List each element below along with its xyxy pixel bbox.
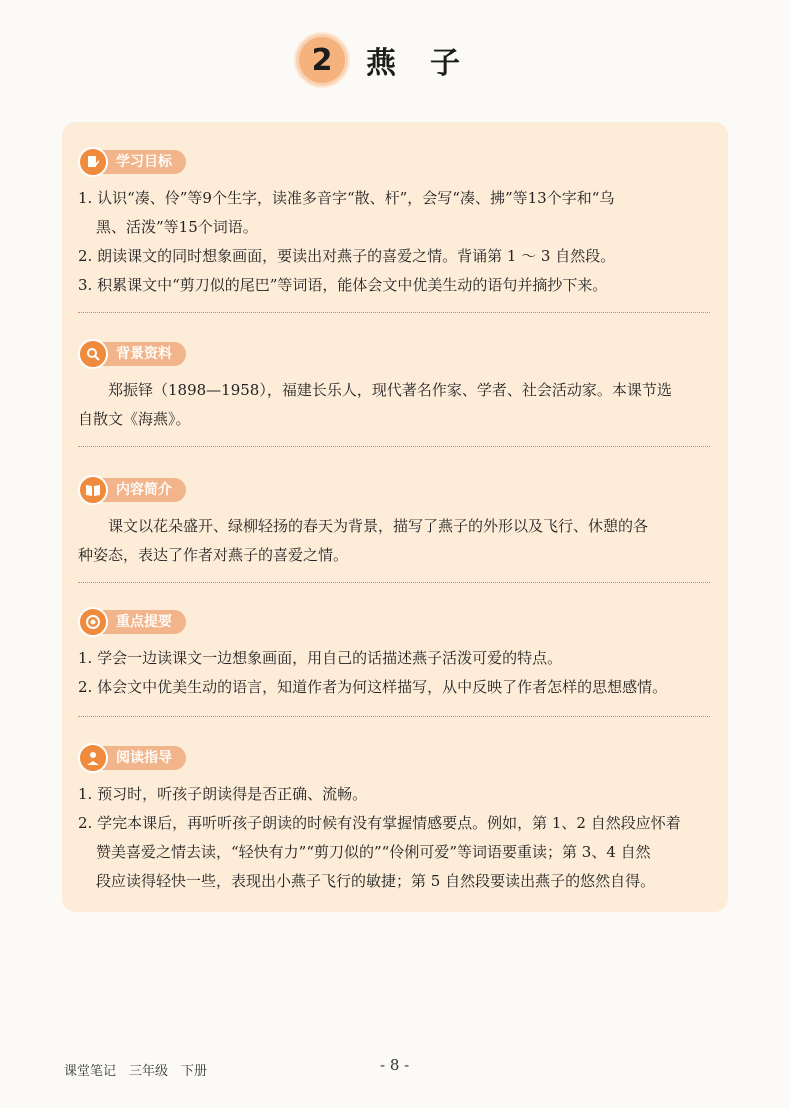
section-heading: 重点提要 [100, 610, 186, 634]
guide-line: 赞美喜爱之情去读，“轻快有力”“剪刀似的”“伶俐可爱”等词语要重读；第 3、4 自然 [96, 843, 651, 861]
section-divider [78, 582, 710, 583]
guide-line: 段应读得轻快一些，表现出小燕子飞行的敏捷；第 5 自然段要读出燕子的悠然自得。 [96, 872, 656, 890]
section-heading: 内容简介 [100, 478, 186, 502]
guide-line: 2. 学完本课后，再听听孩子朗读的时候有没有掌握情感要点。例如，第 1、2 自然段应怀着 [78, 814, 681, 832]
section-summary [78, 476, 714, 570]
background-line: 郑振铎（1898—1958），福建长乐人，现代著名作家、学者、社会活动家。本课节选 [108, 381, 672, 399]
guide-line: 1. 预习时，听孩子朗读得是否正确、流畅。 [78, 785, 368, 803]
section-divider [78, 716, 710, 717]
lesson-number: 2 [296, 34, 348, 86]
background-line: 自散文《海燕》。 [78, 410, 191, 428]
section-learning-goals [78, 148, 714, 300]
summary-line: 课文以花朵盛开、绿柳轻扬的春天为背景，描写了燕子的外形以及飞行、休憩的各 [108, 517, 649, 535]
target-icon [78, 607, 108, 637]
goal-line: 2. 朗读课文的同时想象画面，要读出对燕子的喜爱之情。背诵第 1 ～ 3 自然段。 [78, 247, 616, 265]
pencil-icon [78, 147, 108, 177]
search-icon [78, 339, 108, 369]
section-reading-guide [78, 744, 714, 896]
section-heading: 背景资料 [100, 342, 186, 366]
section-background [78, 340, 714, 434]
page-number: - 8 - [380, 1056, 410, 1074]
key-point-line: 1. 学会一边读课文一边想象画面，用自己的话描述燕子活泼可爱的特点。 [78, 649, 563, 667]
goal-line: 1. 认识“凑、伶”等9个生字，读准多音字“散、杆”，会写“凑、拂”等13个字和“乌 [78, 189, 615, 207]
lesson-title-bar [0, 34, 790, 86]
book-icon [78, 475, 108, 505]
section-divider [78, 312, 710, 313]
reader-icon [78, 743, 108, 773]
footer-book-info: 课堂笔记 三年级 下册 [64, 1064, 208, 1079]
section-heading: 学习目标 [100, 150, 186, 174]
lesson-title: 燕子 [366, 46, 494, 81]
goal-line: 3. 积累课文中“剪刀似的尾巴”等词语，能体会文中优美生动的语句并摘抄下来。 [78, 276, 608, 294]
section-heading: 阅读指导 [100, 746, 186, 770]
key-point-line: 2. 体会文中优美生动的语言，知道作者为何这样描写，从中反映了作者怎样的思想感情。 [78, 678, 668, 696]
goal-line: 黑、活泼”等15个词语。 [96, 218, 258, 236]
section-key-points [78, 608, 714, 702]
section-divider [78, 446, 710, 447]
summary-line: 种姿态，表达了作者对燕子的喜爱之情。 [78, 546, 349, 564]
